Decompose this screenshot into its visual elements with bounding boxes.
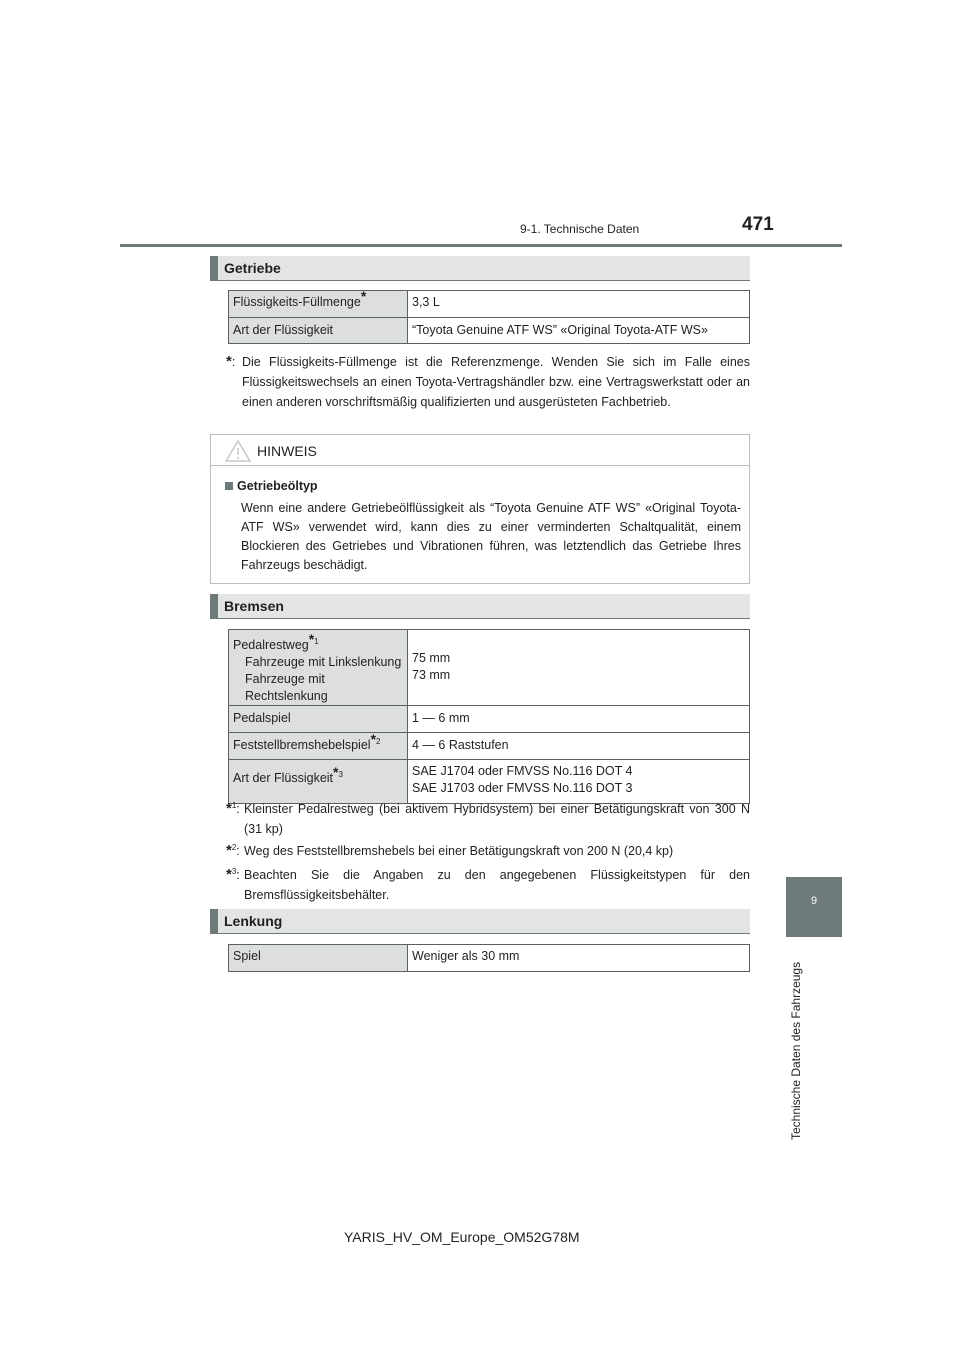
row-sublabel: Fahrzeuge mit Rechtslenkung [245, 672, 328, 704]
table-cell-value [408, 630, 750, 706]
row-value: 75 mm [412, 651, 451, 665]
table-cell-label [229, 630, 408, 706]
footnote-marker: * [226, 800, 232, 818]
table-cell-value: 3,3 L [408, 291, 750, 318]
footnote-number: 2 [231, 843, 237, 852]
table-row [229, 318, 750, 344]
warning-triangle-icon [225, 439, 251, 463]
section-accent [210, 594, 218, 618]
footnote-text: Kleinster Pedalrestweg (bei aktivem Hybridsystem) bei einer Betätigungskraft von 300 N (31 kp) [244, 802, 750, 837]
row-value: SAE J1703 oder FMVSS No.116 DOT 3 [412, 781, 633, 796]
footnote-bremsen-2: *$^2$: Weg des Feststellbremshebels bei einer Betätigungskraft von 200 N (20,4 kp) [226, 838, 750, 861]
footnote-bremsen-1: *$^1$: Kleinster Pedalrestweg (bei aktivem Hybridsystem) bei einer Betätigungskraft von 300 N (31 kp) [226, 796, 750, 839]
row-value: 73 mm [412, 668, 451, 682]
section-bar-bremsen [210, 594, 750, 619]
row-label: Pedalrestweg [233, 638, 309, 653]
table-cell-value: 1 — 6 mm [408, 706, 750, 733]
table-cell-label: Spiel [229, 945, 408, 972]
caution-subtitle [225, 479, 318, 493]
footnote-bremsen-3: *$^3$: Beachten Sie die Angaben zu den angegebenen Flüssigkeitstypen für den Bremsflüssigkeitsbehälter. [226, 862, 750, 905]
row-label: Flüssigkeits-Füllmenge [233, 295, 361, 309]
footnote-marker: * [370, 731, 377, 748]
row-value: SAE J1704 oder FMVSS No.116 DOT 4 [412, 764, 633, 779]
section-bar-lenkung [210, 909, 750, 934]
table-lenkung [228, 944, 750, 972]
footnote-marker: * [226, 353, 232, 370]
header-section-title: 9-1. Technische Daten [520, 222, 640, 236]
table-cell-value: “Toyota Genuine ATF WS” «Original Toyota-ATF WS» [408, 318, 750, 344]
section-accent [210, 256, 218, 280]
section-title-getriebe: Getriebe [224, 260, 281, 276]
footnote-number: 1 [314, 637, 319, 646]
chapter-number: 9 [810, 895, 818, 907]
table-cell-label: Art der Flüssigkeit [229, 318, 408, 344]
footnote-marker: * [360, 287, 367, 304]
section-bar-getriebe [210, 256, 750, 281]
table-cell-value: Weniger als 30 mm [408, 945, 750, 972]
row-label: Feststellbremshebelspiel [233, 738, 371, 753]
section-accent [210, 909, 218, 933]
caution-subtitle-text: Getriebeöltyp [237, 479, 318, 493]
footnote-number: 3 [231, 867, 237, 876]
table-row [229, 945, 750, 972]
footnote-marker: * [226, 866, 232, 884]
section-title-lenkung: Lenkung [224, 913, 283, 929]
footnote-number: 3 [338, 770, 343, 780]
table-getriebe [228, 287, 750, 344]
table-row [229, 706, 750, 733]
table-row [229, 733, 750, 760]
table-row [229, 291, 750, 318]
footnote-text: Beachten Sie die Angaben zu den angegebenen Flüssigkeitstypen für den Bremsflüssigkeitsbehälter. [244, 868, 750, 903]
table-row [229, 630, 750, 706]
row-label: Art der Flüssigkeit [233, 771, 334, 786]
caution-header [211, 435, 749, 466]
row-sublabel: Fahrzeuge mit Linkslenkung [245, 655, 402, 670]
footnote-number: 1 [231, 801, 237, 810]
table-cell-label [229, 733, 408, 760]
footnote-text: Die Flüssigkeits-Füllmenge ist die Referenzmenge. Wenden Sie sich im Falle eines Flüssigkeitswechsels an einen Toyota-Vertragshändler bzw. eine Vertragswerkstatt oder an einen anderen vorschriftsmäßig qualifizierten und ausgerüsteten Fachbetrieb. [242, 355, 750, 409]
caution-title: HINWEIS [257, 443, 317, 459]
table-cell-value: 4 — 6 Raststufen [408, 733, 750, 760]
table-bremsen [228, 629, 750, 804]
chapter-label-container [780, 940, 810, 1140]
page-number: 471 [742, 214, 774, 235]
header-divider [120, 244, 842, 247]
footnote-text: Weg des Feststellbremshebels bei einer Betätigungskraft von 200 N (20,4 kp) [244, 844, 674, 859]
footer-document-id: YARIS_HV_OM_Europe_OM52G78M [344, 1229, 580, 1245]
footnote-marker: * [226, 842, 232, 860]
caution-text: Wenn eine andere Getriebeölflüssigkeit als “Toyota Genuine ATF WS” «Original Toyota-ATF WS» verwendet wird, kann dies zu einer verminderten Schaltqualität, einem Blockieren des Getriebes und Vibrationen führen, was letztendlich das Getriebe Ihres Fahrzeugs beschädigt. [241, 501, 741, 572]
chapter-title: Technische Daten des Fahrzeugs [789, 961, 803, 1140]
footnote-number: 2 [376, 737, 381, 747]
square-bullet-icon [225, 482, 233, 490]
footnote-getriebe: *: Die Flüssigkeits-Füllmenge ist die Referenzmenge. Wenden Sie sich im Falle eines Flüssigkeitswechsels an einen Toyota-Vertragshändler bzw. eine Vertragswerkstatt oder an einen anderen vorschriftsmäßig qualifizierten und ausgerüsteten Fachbetrieb. [226, 352, 750, 412]
footnote-marker: * [333, 764, 339, 781]
caution-box [210, 434, 750, 584]
section-title-bremsen: Bremsen [224, 598, 284, 614]
chapter-tab [786, 877, 842, 937]
table-cell-label: Pedalspiel [229, 706, 408, 733]
footnote-marker: * [308, 631, 315, 647]
table-cell-label [229, 287, 408, 318]
